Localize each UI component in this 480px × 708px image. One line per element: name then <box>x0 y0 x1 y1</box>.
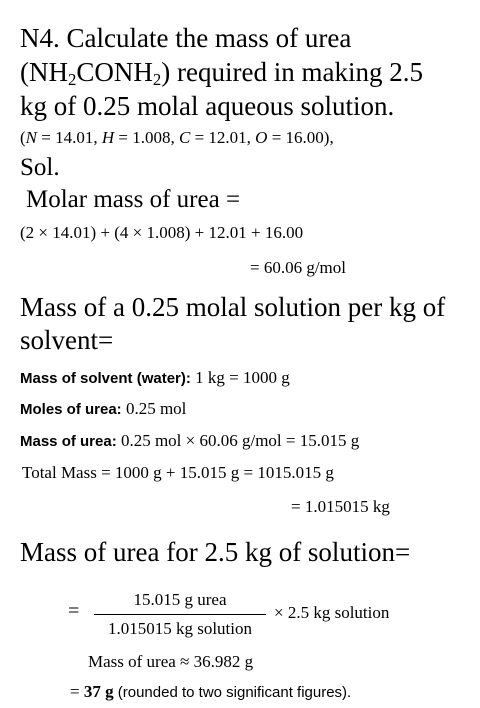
formula-part: CONH <box>76 57 153 87</box>
question-line-3: kg of 0.25 molal aqueous solution. <box>20 91 395 121</box>
paren: ( <box>20 128 26 147</box>
symbol-n: N <box>25 128 38 147</box>
question-line-1: N4. Calculate the mass of urea <box>20 23 352 53</box>
solution-label: Sol. <box>20 154 60 181</box>
approx-mass: Mass of urea ≈ 36.982 g <box>88 652 254 671</box>
final-answer <box>70 682 351 702</box>
urea-mass-label: Mass of urea: <box>20 433 117 450</box>
solvent-mass-line <box>20 368 290 388</box>
section-heading-molal: Mass of a 0.25 molal solution per kg of <box>20 292 446 322</box>
fraction <box>94 590 266 639</box>
moles-line <box>20 399 186 419</box>
molar-mass-expression: (2 × 14.01) + (4 × 1.008) + 12.01 + 16.00 <box>20 223 304 242</box>
value-h: = 1.008, <box>114 128 179 147</box>
formula-subscript: 2 <box>68 70 77 90</box>
final-note: (rounded to two significant figures). <box>113 684 352 701</box>
atomic-masses <box>20 128 334 148</box>
moles-label: Moles of urea: <box>20 401 122 418</box>
solvent-mass-value: 1 kg = 1000 g <box>190 368 290 387</box>
symbol-h: H <box>101 128 115 147</box>
formula-part: (NH <box>20 57 68 87</box>
fraction-denominator: 1.015015 kg solution <box>107 619 253 638</box>
urea-mass-value: 0.25 mol × 60.06 g/mol = 15.015 g <box>116 431 360 450</box>
molar-mass-result: = 60.06 g/mol <box>250 258 347 277</box>
section-heading-molal-cont: solvent= <box>20 325 114 355</box>
value-n: = 14.01, <box>37 128 102 147</box>
fraction-multiplier: × 2.5 kg solution <box>274 603 390 622</box>
symbol-o: O <box>255 128 268 147</box>
final-equals: = <box>70 682 84 701</box>
formula-subscript: 2 <box>152 70 162 90</box>
total-mass-kg: = 1.015015 kg <box>291 497 390 516</box>
value-c: = 12.01, <box>190 128 256 147</box>
value-o: = 16.00), <box>267 128 334 147</box>
section-heading-urea: Mass of urea for 2.5 kg of solution= <box>20 537 411 567</box>
question-line-2 <box>20 56 423 89</box>
symbol-c: C <box>178 128 191 147</box>
total-mass-line: Total Mass = 1000 g + 15.015 g = 1015.015 g <box>22 463 334 482</box>
moles-value: 0.25 mol <box>121 399 187 418</box>
solvent-mass-label: Mass of solvent (water): <box>20 370 191 387</box>
final-value: 37 g <box>83 682 114 701</box>
urea-mass-line <box>20 431 359 451</box>
question-text: ) required in making 2.5 <box>161 57 423 87</box>
molar-mass-heading: Molar mass of urea = <box>26 186 241 213</box>
fraction-numerator: 15.015 g urea <box>94 590 266 615</box>
equals-sign: = <box>68 600 80 622</box>
